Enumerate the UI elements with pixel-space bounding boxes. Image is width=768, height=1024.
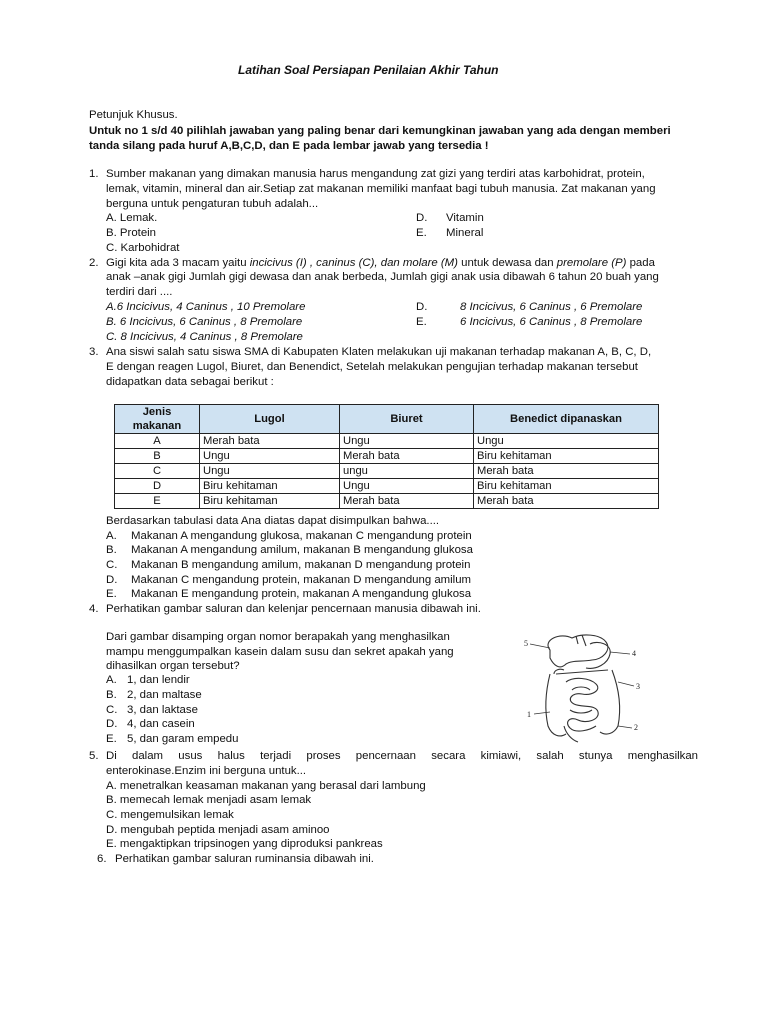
figure-label-2: 2 <box>634 723 638 732</box>
table-cell: Ungu <box>200 464 340 479</box>
table-cell: D <box>115 479 200 494</box>
table-cell: Ungu <box>340 434 474 449</box>
q5-line-2: enterokinase.Enzim ini berguna untuk... <box>106 765 307 777</box>
q4-option-c: 3, dan laktase <box>127 704 198 716</box>
table-cell: E <box>115 494 200 509</box>
col-header-lugol: Lugol <box>200 405 340 434</box>
figure-label-5: 5 <box>524 639 528 648</box>
q1-line-3: berguna untuk pengaturan tubuh adalah... <box>106 198 319 210</box>
table-row <box>115 479 659 494</box>
q4-option-d-letter: D. <box>106 718 118 730</box>
q4-line-2: mampu menggumpalkan kasein dalam susu dan sekret apakah yang <box>106 646 454 658</box>
q5-option-e: E. mengaktipkan tripsinogen yang diproduksi pankreas <box>106 838 383 850</box>
table-cell: Ungu <box>200 449 340 464</box>
page-title: Latihan Soal Persiapan Penilaian Akhir Tahun <box>238 63 499 77</box>
table-cell: ungu <box>340 464 474 479</box>
q1-option-d: Vitamin <box>446 212 484 224</box>
q4-number: 4. <box>89 603 99 615</box>
table-cell: Merah bata <box>340 494 474 509</box>
table-row <box>115 464 659 479</box>
q4-option-a-letter: A. <box>106 674 117 686</box>
table-cell: C <box>115 464 200 479</box>
table-row <box>115 494 659 509</box>
q2-option-d-letter: D. <box>416 301 428 313</box>
q5-option-b: B. memecah lemak menjadi asam lemak <box>106 794 312 806</box>
q5-number: 5. <box>89 750 99 762</box>
q3-number: 3. <box>89 346 99 358</box>
q3-option-d-letter: D. <box>106 574 118 586</box>
q2-option-d: 8 Incicivus, 6 Caninus , 6 Premolare <box>460 301 643 313</box>
q2-line-1: Gigi kita ada 3 macam yaitu incicivus (I) , caninus (C), dan molare (M) untuk dewasa dan premolare (P) pada <box>106 257 655 269</box>
q5-line-1: Di dalam usus halus terjadi proses pencernaan secara kimiawi, salah stunya menghasilkan <box>106 750 698 762</box>
table-cell: Ungu <box>340 479 474 494</box>
q4-intro: Perhatikan gambar saluran dan kelenjar pencernaan manusia dibawah ini. <box>106 603 481 615</box>
table-cell: Ungu <box>474 434 659 449</box>
q2-option-e-letter: E. <box>416 316 427 328</box>
digestive-system-drawing <box>520 630 650 745</box>
instructions-line-2: tanda silang pada huruf A,B,C,D, dan E pada lembar jawab yang tersedia ! <box>89 140 489 152</box>
q2-line-2: anak –anak gigi Jumlah gigi dewasa dan anak berbeda, Jumlah gigi anak usia dibawah 6 tahun 20 buah yang <box>106 271 659 283</box>
q2-line-3: terdiri dari .... <box>106 286 173 298</box>
q4-option-b-letter: B. <box>106 689 117 701</box>
q2-option-c: C. 8 Incicivus, 4 Caninus , 8 Premolare <box>106 331 303 343</box>
table-cell: Merah bata <box>474 494 659 509</box>
table-row <box>115 449 659 464</box>
q2-number: 2. <box>89 257 99 269</box>
q1-option-e-letter: E. <box>416 227 427 239</box>
table-cell: Biru kehitaman <box>200 479 340 494</box>
reagent-results-table <box>114 404 659 509</box>
q3-option-b: Makanan A mengandung amilum, makanan B mengandung glukosa <box>131 544 473 556</box>
q3-line-2: E dengan reagen Lugol, Biuret, dan Benendict, Setelah melakukan pengujian terhadap makanan tersebut <box>106 361 638 373</box>
q1-option-a: A. Lemak. <box>106 212 158 224</box>
table-header-row <box>115 405 659 434</box>
q3-option-a-letter: A. <box>106 530 117 542</box>
digestive-system-figure <box>520 630 650 745</box>
table-cell: Merah bata <box>474 464 659 479</box>
table-row <box>115 434 659 449</box>
q3-option-c-letter: C. <box>106 559 118 571</box>
q3-line-1: Ana siswi salah satu siswa SMA di Kabupaten Klaten melakukan uji makanan terhadap makanan A, B, C, D, <box>106 346 652 358</box>
q5-option-c: C. mengemulsikan lemak <box>106 809 234 821</box>
col-header-benedict: Benedict dipanaskan <box>474 405 659 434</box>
q1-option-e: Mineral <box>446 227 484 239</box>
q4-line-1: Dari gambar disamping organ nomor berapakah yang menghasilkan <box>106 631 450 643</box>
col-header-food: Jenis makanan <box>115 405 200 434</box>
q3-option-b-letter: B. <box>106 544 117 556</box>
q4-line-3: dihasilkan organ tersebut? <box>106 660 240 672</box>
table-cell: Biru kehitaman <box>474 479 659 494</box>
instructions-line-1: Untuk no 1 s/d 40 pilihlah jawaban yang paling benar dari kemungkinan jawaban yang ada dengan memberi <box>89 125 671 137</box>
q3-option-d: Makanan C mengandung protein, makanan D mengandung amilum <box>131 574 472 586</box>
q1-line-1: Sumber makanan yang dimakan manusia harus mengandung zat gizi yang terdiri atas karbohidrat, protein, <box>106 168 645 180</box>
q3-option-e-letter: E. <box>106 588 117 600</box>
q5-option-d: D. mengubah peptida menjadi asam aminoo <box>106 824 330 836</box>
q4-option-e: 5, dan garam empedu <box>127 733 239 745</box>
q1-option-b: B. Protein <box>106 227 157 239</box>
table-cell: Merah bata <box>340 449 474 464</box>
table-cell: Biru kehitaman <box>200 494 340 509</box>
table-cell: A <box>115 434 200 449</box>
col-header-biuret: Biuret <box>340 405 474 434</box>
q1-line-2: lemak, vitamin, mineral dan air.Setiap zat makanan memiliki manfaat bagi tubuh manusia. Zat makanan yang <box>106 183 656 195</box>
q4-option-c-letter: C. <box>106 704 118 716</box>
q3-conclusion-prompt: Berdasarkan tabulasi data Ana diatas dapat disimpulkan bahwa.... <box>106 515 440 527</box>
q3-option-e: Makanan E mengandung protein, makanan A mengandung glukosa <box>131 588 472 600</box>
instructions-heading: Petunjuk Khusus. <box>89 109 178 121</box>
q2-option-a: A.6 Incicivus, 4 Caninus , 10 Premolare <box>106 301 306 313</box>
figure-label-3: 3 <box>636 682 640 691</box>
q3-option-c: Makanan B mengandung amilum, makanan D mengandung protein <box>131 559 471 571</box>
q1-option-d-letter: D. <box>416 212 428 224</box>
q1-number: 1. <box>89 168 99 180</box>
q1-option-c: C. Karbohidrat <box>106 242 180 254</box>
table-cell: Merah bata <box>200 434 340 449</box>
q2-option-e: 6 Incicivus, 6 Caninus , 8 Premolare <box>460 316 643 328</box>
q5-option-a: A. menetralkan keasaman makanan yang berasal dari lambung <box>106 780 426 792</box>
table-cell: B <box>115 449 200 464</box>
q6-line-1: Perhatikan gambar saluran ruminansia dibawah ini. <box>115 853 374 865</box>
q4-option-b: 2, dan maltase <box>127 689 202 701</box>
q4-option-a: 1, dan lendir <box>127 674 190 686</box>
table-cell: Biru kehitaman <box>474 449 659 464</box>
q2-option-b: B. 6 Incicivus, 6 Caninus , 8 Premolare <box>106 316 303 328</box>
q3-line-3: didapatkan data sebagai berikut : <box>106 376 274 388</box>
q4-option-e-letter: E. <box>106 733 117 745</box>
q4-option-d: 4, dan casein <box>127 718 195 730</box>
figure-label-4: 4 <box>632 649 636 658</box>
q3-option-a: Makanan A mengandung glukosa, makanan C mengandung protein <box>131 530 472 542</box>
q6-number: 6. <box>97 853 107 865</box>
figure-label-1: 1 <box>527 710 531 719</box>
